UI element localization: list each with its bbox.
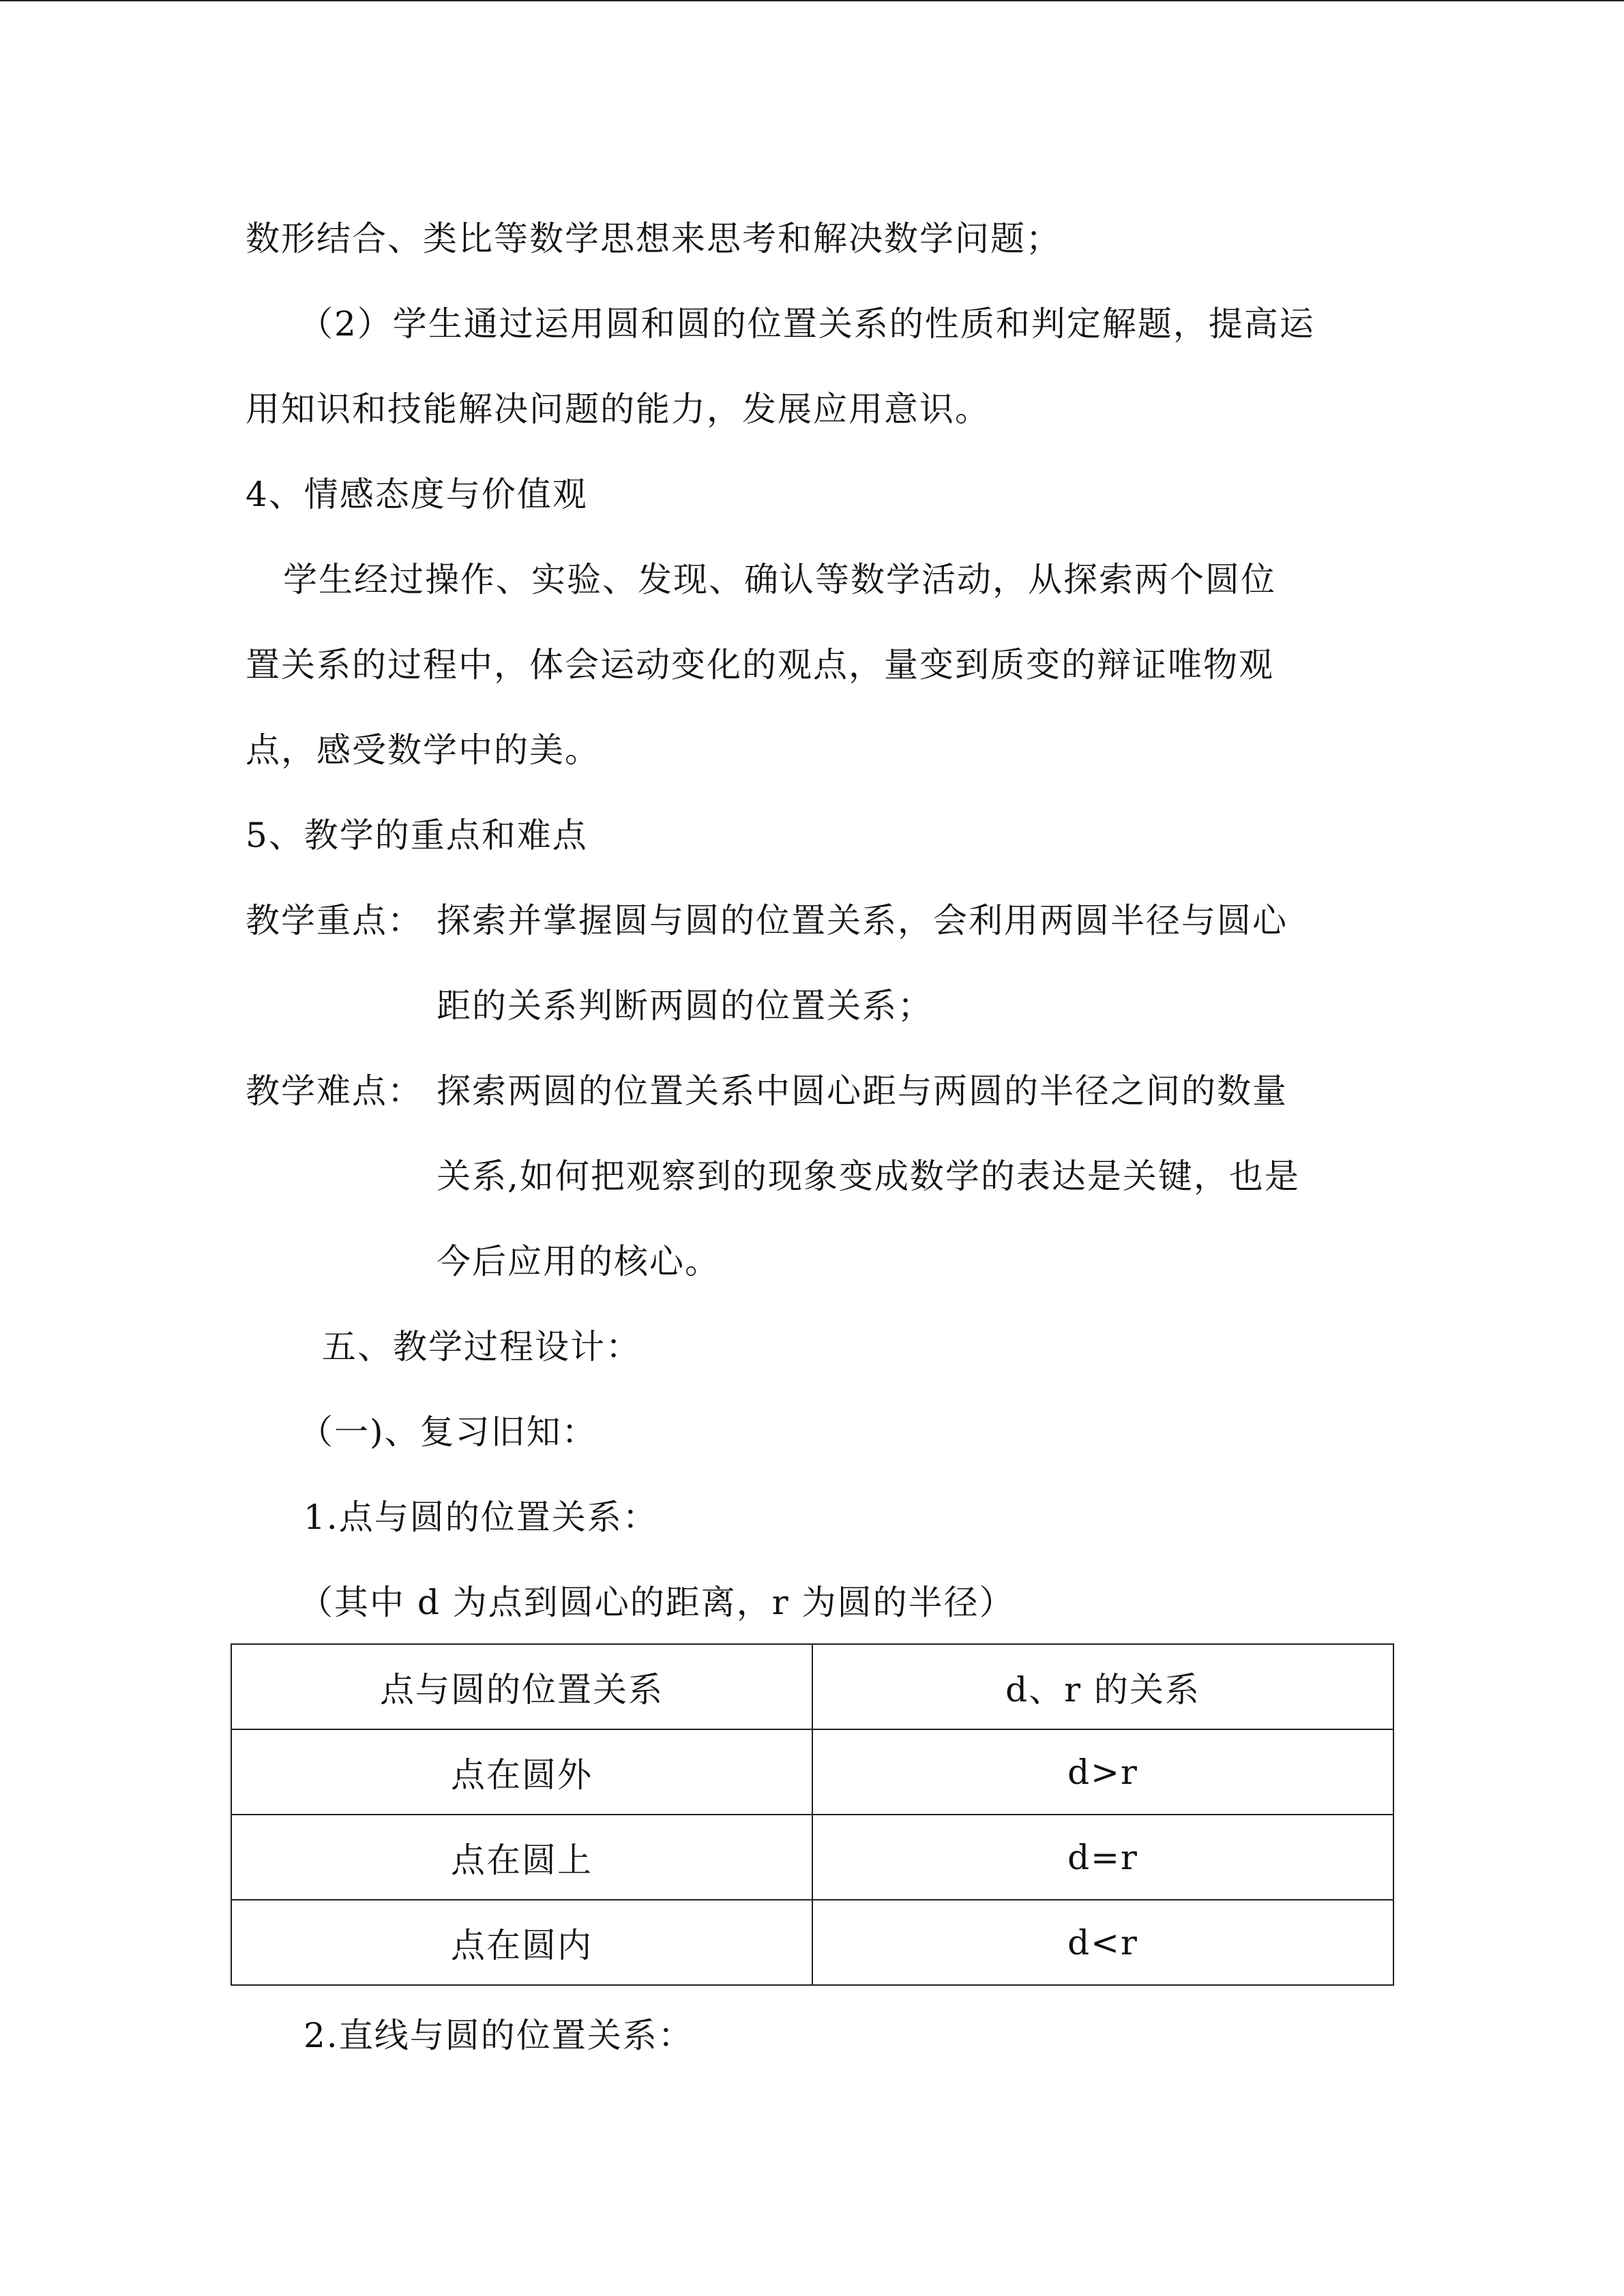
list-item-heading: 1.点与圆的位置关系： xyxy=(304,1497,658,1537)
table-header-cell: d、r 的关系 xyxy=(812,1644,1393,1729)
paragraph-line: 学生经过操作、实验、发现、确认等数学活动，从探索两个圆位 xyxy=(283,560,1276,599)
section-heading: 五、教学过程设计： xyxy=(322,1327,641,1367)
list-item-heading: 2.直线与圆的位置关系： xyxy=(304,2016,694,2055)
section-heading: 4、情感态度与价值观 xyxy=(246,475,588,514)
difficult-points-text: 关系,如何把观察到的现象变成数学的表达是关键，也是 xyxy=(437,1157,1300,1196)
key-points-text: 探索并掌握圆与圆的位置关系，会利用两圆半径与圆心 xyxy=(437,901,1288,940)
page-top-border xyxy=(0,0,1624,1)
difficult-points-text: 探索两圆的位置关系中圆心距与两圆的半径之间的数量 xyxy=(437,1071,1288,1111)
table-note: （其中 d 为点到圆心的距离，r 为圆的半径） xyxy=(299,1583,1015,1622)
key-points-text: 距的关系判断两圆的位置关系； xyxy=(437,986,933,1026)
difficult-points-label: 教学难点： xyxy=(246,1071,423,1111)
paragraph-line: 数形结合、类比等数学思想来思考和解决数学问题； xyxy=(246,219,1061,258)
point-circle-relation-table xyxy=(231,1643,1394,1986)
table-row xyxy=(231,1900,1393,1985)
table-header-row xyxy=(231,1644,1393,1729)
key-points-label: 教学重点： xyxy=(246,901,423,940)
table-cell: d=r xyxy=(812,1815,1393,1900)
paragraph-line: （2）学生通过运用圆和圆的位置关系的性质和判定解题，提高运 xyxy=(299,304,1315,344)
table-cell: 点在圆内 xyxy=(231,1900,812,1985)
table-row xyxy=(231,1815,1393,1900)
table-cell: 点在圆外 xyxy=(231,1729,812,1815)
paragraph-line: 点，感受数学中的美。 xyxy=(246,730,600,770)
table-cell: 点在圆上 xyxy=(231,1815,812,1900)
paragraph-line: 置关系的过程中，体会运动变化的观点，量变到质变的辩证唯物观 xyxy=(246,645,1274,685)
subsection-heading: （一)、复习旧知： xyxy=(299,1412,597,1452)
table-cell: d<r xyxy=(812,1900,1393,1985)
section-heading: 5、教学的重点和难点 xyxy=(246,816,588,855)
paragraph-line: 用知识和技能解决问题的能力，发展应用意识。 xyxy=(246,389,990,429)
table-cell: d>r xyxy=(812,1729,1393,1815)
table-header-cell: 点与圆的位置关系 xyxy=(231,1644,812,1729)
difficult-points-text: 今后应用的核心。 xyxy=(437,1242,720,1281)
table-row xyxy=(231,1729,1393,1815)
